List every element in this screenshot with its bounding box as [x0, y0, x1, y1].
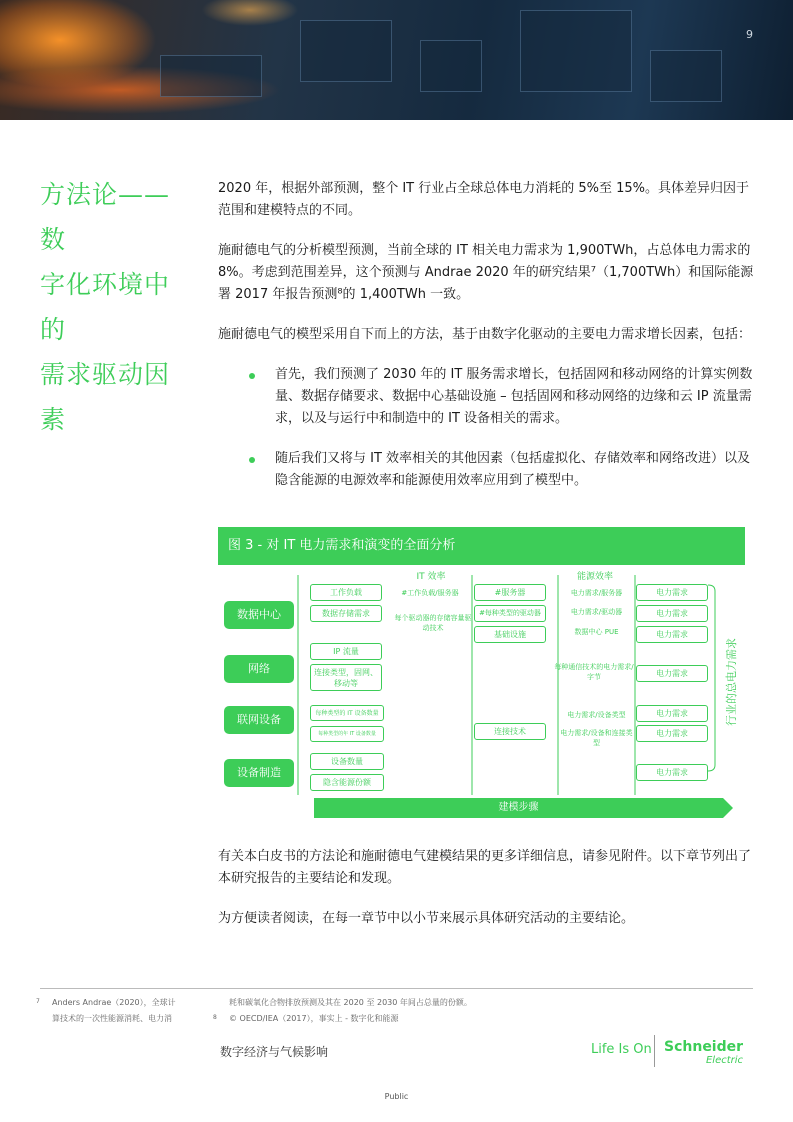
figure-title: 图 3 - 对 IT 电力需求和演变的全面分析: [218, 527, 745, 565]
demand-box: 电力需求: [636, 584, 708, 601]
it-box: #服务器: [474, 584, 546, 601]
paragraph: 有关本白皮书的方法论和施耐德电气建模结果的更多详细信息，请参见附件。以下章节列出了本研究报告的主要结论和发现。: [218, 849, 752, 886]
driver-box: 设备数量: [310, 753, 384, 770]
driver-box: IP 流量: [310, 643, 382, 660]
classification-label: Public: [384, 1092, 409, 1101]
section-title-line: 方法论——数: [40, 180, 171, 254]
footnote-7: 耗和碳氧化合物排放预测及其在 2020 至 2030 年间占总量的份额。: [229, 998, 472, 1007]
section-title-line: 需求驱动因素: [40, 360, 171, 434]
it-box: #每种类型的驱动器: [474, 605, 546, 622]
figure-diagram: [218, 565, 745, 824]
it-box: 连接技术: [474, 723, 546, 740]
it-box: 基础设施: [474, 626, 546, 643]
total-demand-text: 行业的总电力需求: [725, 638, 738, 726]
demand-box: 电力需求: [636, 705, 708, 722]
paragraph: 施耐德电气的模型采用自下而上的方法，基于由数字化驱动的主要电力需求增长因素，包括：: [218, 327, 752, 342]
list-item-text: 首先，我们预测了 2030 年的 IT 服务需求增长，包括固网和移动网络的计算实例数量、数据存储要求、数据中心基础设施 – 包括固网和移动网络的边缘和云 IP 流量需求，以及与运行中和制造中的 IT 设备相关的需求。: [275, 367, 753, 426]
energy-label: 电力需求/设备类型: [567, 711, 626, 719]
figure-3: [218, 527, 745, 824]
group-connected-devices: 联网设备: [224, 706, 294, 734]
energy-label: 每种通信技术的电力需求/字节: [554, 663, 634, 681]
footnote-divider: [40, 988, 753, 989]
footnote-7: 算技术的一次性能源消耗、电力消: [52, 1014, 172, 1023]
logo-sub: Electric: [705, 1055, 744, 1066]
group-device-manufacturing: 设备制造: [224, 759, 294, 787]
footnote-marker: 7: [36, 998, 40, 1005]
demand-box: 电力需求: [636, 725, 708, 742]
logo-name: Schneider: [664, 1039, 744, 1055]
demand-box: 电力需求: [636, 764, 708, 781]
list-item-text: 随后我们又将与 IT 效率相关的其他因素（包括虚拟化、存储效率和网络改进）以及隐含能源的电源效率和能源使用效率应用到了模型中。: [275, 451, 751, 488]
paragraph: 为方便读者阅读，在每一章节中以小节来展示具体研究活动的主要结论。: [218, 911, 635, 926]
bullet-list: [218, 364, 758, 492]
schneider-logo: [664, 1040, 743, 1068]
bullet-icon: [249, 373, 255, 379]
driver-box: 每种类型的 IT 设备数量: [310, 705, 384, 721]
body-text: [218, 178, 758, 510]
it-efficiency-header: IT 效率: [416, 572, 446, 582]
driver-box: 工作负载: [310, 584, 382, 601]
energy-label: 数据中心 PUE: [574, 628, 619, 636]
section-title: [40, 172, 190, 442]
energy-label: 电力需求/服务器: [570, 589, 623, 597]
driver-box: 每种类型的年 IT 设备数量: [310, 726, 384, 742]
it-label: 每个驱动器的存储容量驱动技术: [394, 614, 472, 632]
group-network: 网络: [224, 655, 294, 683]
paragraph: 2020 年，根据外部预测，整个 IT 行业占全球总体电力消耗的 5%至 15%。具体差异归因于范围和建模特点的不同。: [218, 181, 750, 218]
energy-label: 电力需求/设备和连接类型: [560, 729, 633, 747]
driver-box: 隐含能源份额: [310, 774, 384, 791]
footnote-8: © OECD/IEA（2017），事实上 - 数字化和能源: [229, 1014, 399, 1023]
footer-title: 数字经济与气候影响: [220, 1045, 329, 1059]
list-item: [218, 364, 758, 430]
tagline: Life Is On: [591, 1042, 652, 1057]
driver-box: 数据存储需求: [310, 605, 382, 622]
energy-label: 电力需求/驱动器: [570, 608, 623, 616]
demand-box: 电力需求: [636, 605, 708, 622]
demand-box: 电力需求: [636, 626, 708, 643]
list-item: [218, 448, 758, 492]
demand-box: 电力需求: [636, 665, 708, 682]
modeling-steps-arrow: [218, 565, 745, 824]
footnote-marker: 8: [213, 1014, 217, 1021]
driver-box: 连接类型，固网、移动等: [310, 664, 382, 691]
it-label: #工作负载/服务器: [401, 589, 459, 597]
modeling-steps-label: 建模步骤: [498, 802, 539, 813]
page-number: 9: [746, 28, 753, 41]
bullet-icon: [249, 457, 255, 463]
energy-efficiency-header: 能源效率: [576, 572, 613, 582]
group-data-center: 数据中心: [224, 601, 294, 629]
closing-text: [218, 846, 758, 948]
paragraph: 施耐德电气的分析模型预测，当前全球的 IT 相关电力需求为 1,900TWh，占总体电力需求的 8%。考虑到范围差异，这个预测与 Andrae 2020 年的研究结果⁷（1,700TWh）和国际能源署 2017 年报告预测⁸的 1,400TWh 一致。: [218, 243, 754, 302]
header-image: [0, 0, 793, 120]
section-title-line: 字化环境中的: [40, 270, 171, 344]
logo-divider: [654, 1035, 655, 1067]
footnote-7: Anders Andrae（2020），全球计: [52, 998, 176, 1007]
